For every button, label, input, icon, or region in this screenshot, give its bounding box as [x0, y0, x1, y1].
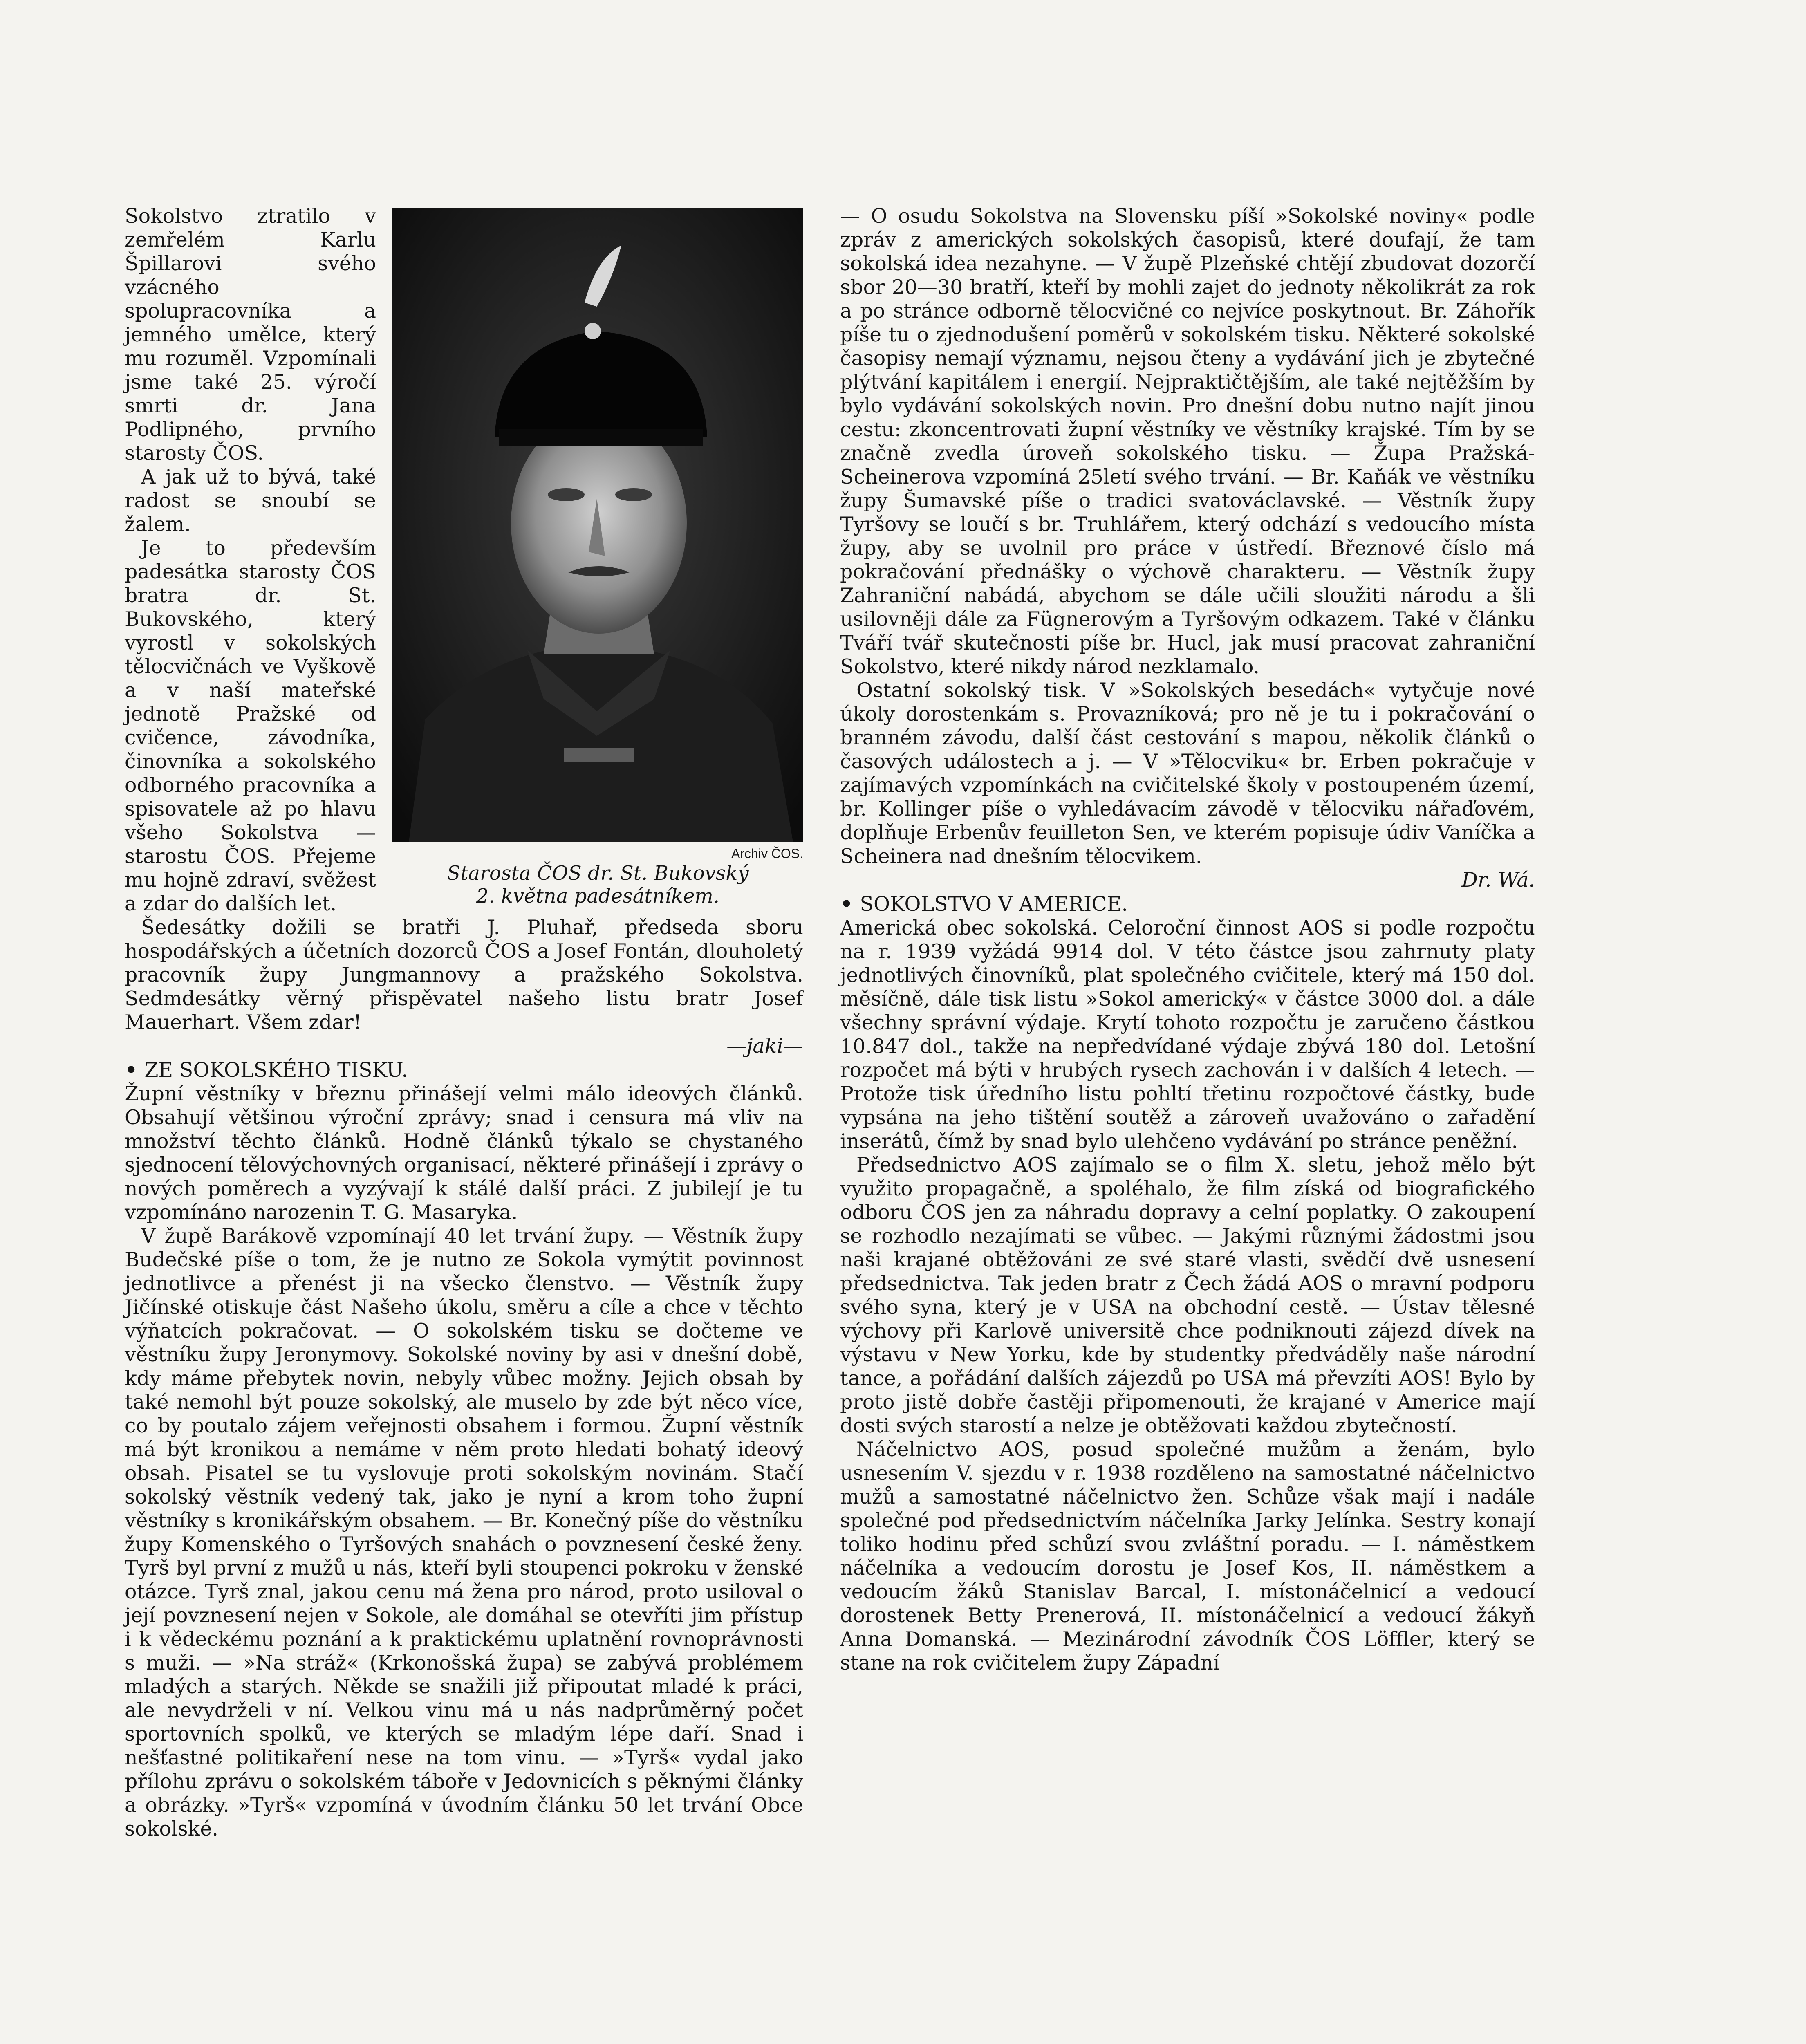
photo-caption-line1: Starosta ČOS dr. St. Bukovský	[447, 862, 749, 885]
left-signature: —jaki—	[726, 1034, 803, 1058]
left-paragraph-4: Šedesátky dožili se bratři J. Pluhař, předseda sboru hospodářských a účetních dozorců ČOS a Josef Fontán, dlouholetý pracovník župy Jungmannovy a pražského Sokolstva. Sedmdesátky věrný přispěvatel našeho listu bratr Josef Mauerhart. Všem zdar!	[125, 916, 803, 1034]
left-paragraph-3: Je to především padesátka starosty ČOS bratra dr. St. Bukovského, který vyrostl v sokolských tělocvičnách ve Vyškově a v naší mateřské jednotě Pražské od cvičence, závodníka, činovníka a sokolského odborného pracovníka a spisovatele až po hlavu všeho Sokolstva — starostu ČOS. Přejeme mu hojně zdraví, svěžest a zdar do dalších let.	[125, 536, 376, 915]
right-column	[840, 204, 1535, 1675]
left-column	[125, 204, 803, 1841]
portrait-illustration	[392, 208, 803, 842]
right-paragraph-4: Předsednictvo AOS zajímalo se o film X. sletu, jehož mělo být využito propagačně, a spoléhalo, že film získá od biografického odboru ČOS jen za náhradu dopravy a celní poplatky. O zakoupení se rozhodlo nezajímati se vůbec. — Jakými různými žádostmi jsou naši krajané obtěžováni ze své staré vlasti, svědčí dvě usnesení předsednictva. Tak jeden bratr z Čech žádá AOS o mravní podporu svého syna, který je v USA na obchodní cestě. — Ústav tělesné výchovy při Karlově universitě chce podniknouti zájezd dívek na výstavu v New Yorku, kde by studentky předváděly naše národní tance, a pořádání dalších zájezdů po USA má převzíti AOS! Bylo by proto jistě dobře častěji připomenouti, že krajané v Americe mají dosti svých starostí a nelze je obtěžovati každou zbytečností.	[840, 1153, 1535, 1437]
left-paragraph-6: V župě Barákově vzpomínají 40 let trvání župy. — Věstník župy Budečské píše o tom, že je nutno ze Sokola vymýtit povinnost jednotlivce a přenést ji na všecko členstvo. — Věstník župy Jičínské otiskuje část Našeho úkolu, směru a cíle a chce v těchto výňatcích pokračovat. — O sokolském tisku se dočteme ve věstníku župy Jeronymovy. Sokolské noviny by asi v dnešní době, kdy máme přebytek novin, nebyly vůbec možny. Jejich obsah by také nemohl být pouze sokolský, ale muselo by zde být něco více, co by poutalo zájem veřejnosti obsahem i formou. Župní věstník má být kronikou a nemáme v něm proto hledati bohatý ideový obsah. Pisatel se tu vyslovuje proti sokolským novinám. Stačí sokolský věstník vedený tak, jako je nyní a krom toho župní věstníky s kronikářským obsahem. — Br. Konečný píše do věstníku župy Komenského o Tyršových snahách o povznesení české ženy. Tyrš byl první z mužů u nás, kteří byli stoupenci pokroku v ženské otázce. Tyrš znal, jakou cenu má žena pro národ, proto usiloval o její povznesení nejen v Sokole, ale domáhal se otevříti jim přístup i k vědeckému poznání a k praktickému uplatnění rovnoprávnosti s muži. — »Na stráž« (Krkonošská župa) se zabývá problémem mladých a starých. Někde se snažili již připoutat mladé k práci, ale nevydrželi v ní. Velkou vinu má u nás nadprůměrný počet sportovních spolků, ve kterých se mladým lépe daří. Snad i nešťastné politikaření nese na tom vinu. — »Tyrš« vydal jako přílohu zprávu o sokolském táboře v Jedovnicích s pěknými články a obrázky. »Tyrš« vzpomíná v úvodním článku 50 let trvání Obce sokolské.	[125, 1224, 803, 1840]
photo-credit: Archiv ČOS.	[731, 846, 803, 861]
right-paragraph-2: Ostatní sokolský tisk. V »Sokolských besedách« vytyčuje nové úkoly dorostenkám s. Provazníková; pro ně je tu i pokračování o branném závodu, další část cestování s mapou, několik článků o časových událostech a j. — V »Tělocviku« br. Erben pokračuje v zajímavých vzpomínkách na cvičitelské školy v postoupeném území, br. Kollinger píše o vyhledávacím závodě v tělocviku nářaďovém, doplňuje Erbenův feuilleton Sen, ve kterém popisuje údiv Vaníčka a Scheinera nad dnešním tělocvikem.	[840, 679, 1535, 868]
right-signature: Dr. Wá.	[1461, 868, 1535, 892]
portrait-photo	[392, 208, 803, 842]
heading-sokolsky-tisk: • ZE SOKOLSKÉHO TISKU.	[125, 1058, 803, 1082]
photo-block	[392, 208, 803, 908]
left-paragraph-5: Župní věstníky v březnu přinášejí velmi málo ideových článků. Obsahují většinou výroční zprávy; snad i censura má vliv na množství těchto článků. Hodně článků týkalo se chystaného sjednocení tělovýchovných organisací, některé přinášejí i zprávy o nových poměrech a vyzývají k stálé další práci. Z jubilejí je tu vzpomínáno narozenin T. G. Masaryka.	[125, 1082, 803, 1224]
left-paragraph-1: Sokolstvo ztratilo v zemřelém Karlu Špillarovi svého vzácného spolupracovníka a jemného umělce, který mu rozuměl. Vzpomínali jsme také 25. výročí smrti dr. Jana Podlipného, prvního starosty ČOS.	[125, 204, 376, 465]
heading-sokolstvo-v-americe: • SOKOLSTVO V AMERICE.	[840, 892, 1535, 916]
left-paragraph-2: A jak už to bývá, také radost se snoubí se žalem.	[125, 465, 376, 536]
right-paragraph-5: Náčelnictvo AOS, posud společné mužům a ženám, bylo usnesením V. sjezdu v r. 1938 rozděleno na samostatné náčelnictvo mužů a samostatné náčelnictvo žen. Schůze však mají i nadále společné pod předsednictvím náčelníka Jarky Jelínka. Sestry konají toliko hodinu před schůzí svou zvláštní poradu. — I. náměstkem náčelníka a vedoucím dorostu je Josef Kos, II. náměstkem a vedoucím žáků Stanislav Barcal, I. místonáčelnicí a vedoucí dorostenek Betty Prenerová, II. místonáčelnicí a vedoucí žákyň Anna Domanská. — Mezinárodní závodník ČOS Löffler, který se stane na rok cvičitelem župy Západní	[840, 1438, 1535, 1674]
right-paragraph-3: Americká obec sokolská. Celoroční činnost AOS si podle rozpočtu na r. 1939 vyžádá 9914 dol. V této částce jsou zahrnuty platy jednotlivých činovníků, plat společného cvičitele, který má 150 dol. měsíčně, dále tisk listu »Sokol americký« v částce 3000 dol. a dále všechny správní výdaje. Krytí tohoto rozpočtu je zaručeno částkou 10.847 dol., takže na nepředvídané výdaje zbývá 180 dol. Letošní rozpočet má býti v hrubých rysech zachován i v dalších 4 letech. — Protože tisk úředního listu pohltí třetinu rozpočtové částky, bude vypsána na jeho tištění soutěž a zároveň uvažováno o zařadění inserátů, čímž by snad bylo ulehčeno vydávání po stránce peněžní.	[840, 916, 1535, 1153]
right-paragraph-1: — O osudu Sokolstva na Slovensku píší »Sokolské noviny« podle zpráv z amerických sokolských časopisů, které doufají, že tam sokolská idea nezahyne. — V župě Plzeňské chtějí zbudovat dozorčí sbor 20—30 bratří, kteří by mohli zajet do jednoty několikrát za rok a po stránce odborně tělocvičné co nejvíce poskytnout. Br. Záhořík píše tu o zjednodušení poměrů v sokolském tisku. Některé sokolské časopisy nemají významu, nejsou čteny a vydávání jich je zbytečné plýtvání kapitálem i energií. Nejpraktičtějším, ale také nejtěžším by bylo vydávání sokolských novin. Pro dnešní dobu nutno najít jinou cestu: zkoncentrovati župní věstníky ve věstníky krajské. Tím by se značně zvedla úroveň sokolského tisku. — Župa Pražská-Scheinerova vzpomíná 25letí svého trvání. — Br. Kaňák ve věstníku župy Šumavské píše o tradici svatováclavské. — Věstník župy Tyršovy se loučí s br. Truhlářem, který odchází s vedoucího místa župy, aby se uvolnil pro práce v ústředí. Březnové číslo má pokračování přednášky o výchově charakteru. — Věstník župy Zahraniční nabádá, abychom se dále učili sloužiti národu a šli usilovněji dále za Fügnerovým a Tyršovým odkazem. Také v článku Tváří tvář skutečnosti píše br. Hucl, jak musí pracovat zahraniční Sokolstvo, které nikdy národ nezklamalo.	[840, 204, 1535, 678]
photo-caption-line2: 2. května padesátníkem.	[476, 885, 720, 908]
